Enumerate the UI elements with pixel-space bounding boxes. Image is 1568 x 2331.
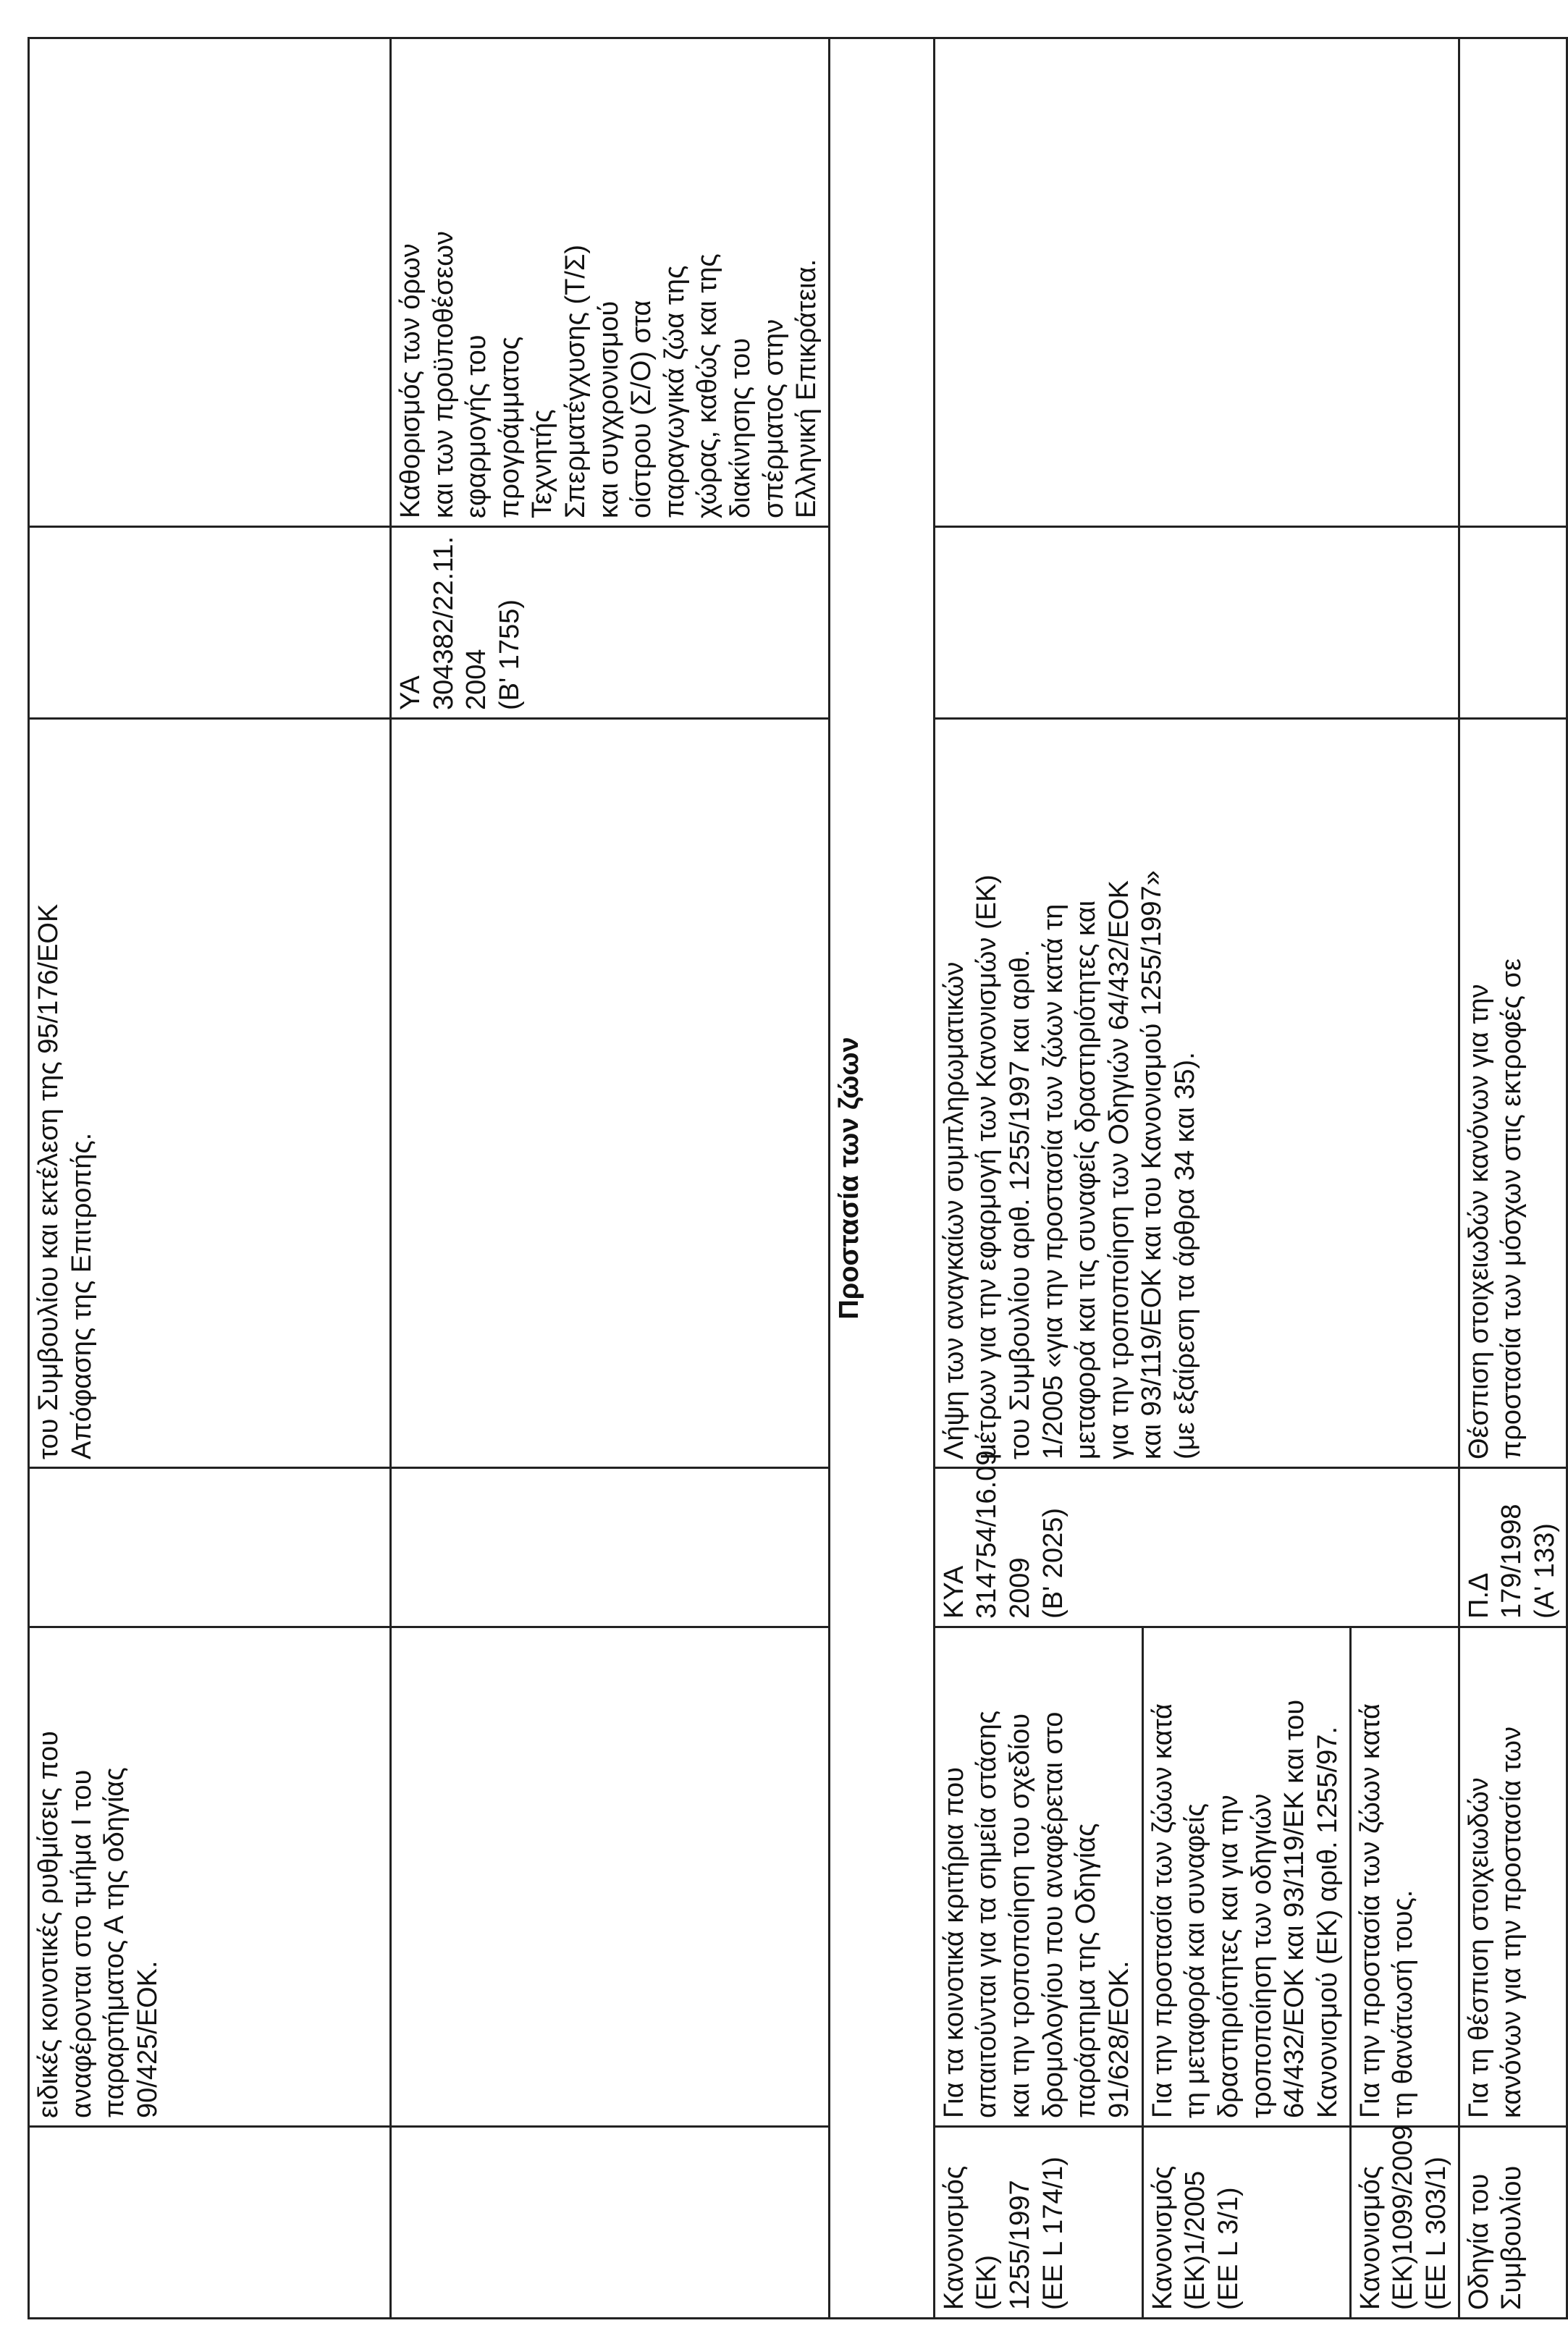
description-cell (29, 719, 391, 1468)
national-act-cell (1459, 1468, 1567, 1627)
regulation-text: Κανονισμός (ΕΚ) 1255/1997 (ΕΕ L 174/1) (938, 2157, 1068, 2310)
national-act-cell (934, 527, 1459, 719)
regulation-text: Κανονισμός (ΕΚ)1/2005 (ΕΕ L 3/1) (1147, 2165, 1244, 2310)
subject-cell (1350, 1627, 1459, 2127)
description-text: Λήψη των αναγκαίων συμπληρωματικών μέτρων για την εφαρμογή των Κανονισμών (ΕΚ) του Συμβουλίου αριθ. 1255/1997 και αριθ. 1/2005 «για την προστασία των ζώων κατά τη μεταφορά και τις συναφείς δραστηριότητες και για την τροποποίηση των Οδηγιών 64/432/ΕΟΚ και 93/119/ΕΟΚ και του Κανονισμού 1255/1997» (με εξαίρεση τα άρθρα 34 και 35). (938, 870, 1200, 1459)
national-act-cell (1459, 527, 1567, 719)
table-row (934, 38, 1142, 2319)
national-act-text: ΥΑ 304382/22.11. 2004 (Β' 1755) (395, 536, 525, 710)
description-text: Θέσπιση στοιχειωδών κανόνων για την προστασία των μόσχων στις εκτροφές σε (1463, 958, 1527, 1459)
description-text: του Συμβουλίου και εκτέλεση της 95/176/ΕΟΚ Απόφασης της Επιτροπής. (33, 903, 97, 1459)
description-cell (1459, 38, 1567, 527)
description-cell (934, 719, 1459, 1468)
regulation-text: Οδηγία του Συμβουλίου (1463, 2165, 1527, 2310)
regulation-cell (391, 2127, 830, 2319)
regulation-text: Κανονισμός (ΕΚ)1099/2009 (ΕΕ L 303/1) (1354, 2125, 1451, 2310)
regulation-cell (1459, 2127, 1567, 2319)
national-act-cell (29, 1468, 391, 1627)
national-act-cell (29, 527, 391, 719)
regulation-cell (29, 2127, 391, 2319)
national-act-text: ΚΥΑ 314754/16.09. 2009 (Β' 2025) (938, 1442, 1068, 1619)
legislation-table (28, 37, 1568, 2319)
description-cell (29, 38, 391, 527)
subject-cell (391, 1627, 830, 2127)
national-act-text: Π.Δ 179/1998 (Α' 133) (1463, 1504, 1560, 1619)
section-heading: Προστασία των ζώων (829, 38, 934, 2319)
table-row (29, 38, 391, 2319)
table-row (391, 38, 830, 2319)
table-row (1459, 38, 1567, 2319)
subject-text: Για τη θέσπιση στοιχειωδών κανόνων για την προστασία των (1463, 1727, 1527, 2118)
national-act-cell (391, 527, 830, 719)
subject-cell (1142, 1627, 1350, 2127)
description-cell (1459, 719, 1567, 1468)
subject-text: Για την προστασία των ζώων κατά τη μεταφορά και συναφείς δραστηριότητες και για την τροποποίηση των οδηγιών 64/432/ΕΟΚ και 93/119/ΕΚ και του Κανονισμού (ΕΚ) αριθ. 1255/97. (1147, 1699, 1343, 2118)
regulation-cell (1142, 2127, 1350, 2319)
description-cell (391, 38, 830, 527)
subject-text: ειδικές κοινοτικές ρυθμίσεις που αναφέρονται στο τμήμα Ι του παραρτήματος Α της οδηγίας 90/425/ΕΟΚ. (33, 1731, 163, 2118)
subject-text: Για τα κοινοτικά κριτήρια που απαιτούνται για τα σημεία στάσης και την τροποποίηση του σχεδίου δρομολογίου που αναφέρεται στο παράρτημα της Οδηγίας 91/628/ΕΟΚ. (938, 1710, 1134, 2118)
description-text: Καθορισμός των όρων και των προϋποθέσεων εφαρμογής του προγράμματος Τεχνητής Σπερματέγχυσης (Τ/Σ) και συγχρονισμού οίστρου (Σ/Ο) στα παραγωγικά ζώα της χώρας, καθώς και της διακίνησης του σπέρματος στην Ελληνική Επικράτεια. (395, 231, 822, 518)
national-act-cell (391, 1468, 830, 1627)
subject-text: Για την προστασία των ζώων κατά τη θανάτωσή τους. (1354, 1703, 1419, 2118)
subject-cell (29, 1627, 391, 2127)
regulation-cell (934, 2127, 1142, 2319)
section-heading-row (829, 38, 934, 2319)
regulation-cell (1350, 2127, 1459, 2319)
national-act-cell (934, 1442, 1459, 1627)
description-cell (391, 719, 830, 1468)
subject-cell (934, 1627, 1142, 2127)
description-cell (934, 38, 1459, 527)
subject-cell (1459, 1627, 1567, 2127)
